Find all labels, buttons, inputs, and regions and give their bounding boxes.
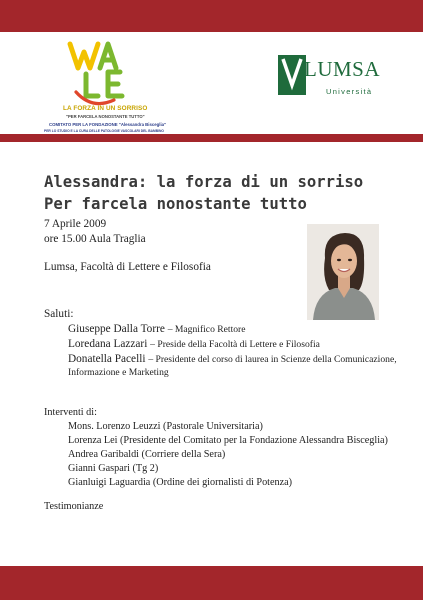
wale-logo xyxy=(44,38,174,136)
interventi-item: Gianni Gaspari (Tg 2) xyxy=(68,463,159,474)
saluti-name: Giuseppe Dalla Torre xyxy=(68,323,165,335)
saluti-role: – Magnifico Rettore xyxy=(167,324,246,335)
interventi-label: Interventi di: xyxy=(44,407,97,418)
lumsa-logo xyxy=(278,55,381,105)
interventi-item: Lorenza Lei (Presidente del Comitato per la Fondazione Alessandra Bisceglia) xyxy=(68,435,388,446)
saluti-item xyxy=(68,322,246,337)
lumsa-subtitle: Università xyxy=(326,87,373,96)
title-line-1: Alessandra: la forza di un sorriso xyxy=(44,173,364,191)
interventi-item: Andrea Garibaldi (Corriere della Sera) xyxy=(68,449,226,460)
wale-committee: COMITATO PER LA FONDAZIONE "Alessandra Bisceglia" xyxy=(49,122,167,127)
saluti-item xyxy=(68,352,397,367)
title-line-2: Per farcela nonostante tutto xyxy=(44,195,307,213)
saluti-name: Loredana Lazzari xyxy=(68,338,148,350)
wale-subtagline: "PER FARCELA NONOSTANTE TUTTO" xyxy=(66,114,145,119)
wale-tagline: LA FORZA IN UN SORRISO xyxy=(63,105,148,112)
saluti-role: – Presidente del corso di laurea in Scienze della Comunicazione, xyxy=(148,354,397,365)
closing-note: Testimonianze xyxy=(44,501,104,512)
bottom-band xyxy=(0,566,423,600)
wale-smallprint: PER LO STUDIO E LA CURA DELLE PATOLOGIE VASCOLARI DEL BAMBINO xyxy=(44,129,164,133)
portrait-image xyxy=(307,224,379,320)
saluti-name: Donatella Pacelli xyxy=(68,353,146,365)
lumsa-wordmark: LUMSA xyxy=(304,57,381,81)
event-venue: Lumsa, Facoltà di Lettere e Filosofia xyxy=(44,261,211,273)
saluti-item xyxy=(68,337,320,352)
event-time-location: ore 15.00 Aula Traglia xyxy=(44,233,146,245)
saluti-role-continued: Informazione e Marketing xyxy=(68,367,169,378)
saluti-label: Saluti: xyxy=(44,308,74,320)
lumsa-emblem-icon xyxy=(278,55,306,95)
page-title xyxy=(44,171,363,215)
event-date: 7 Aprile 2009 xyxy=(44,218,107,230)
top-band xyxy=(0,0,423,32)
interventi-item: Mons. Lorenzo Leuzzi (Pastorale Universitaria) xyxy=(68,421,263,432)
speaker-photo xyxy=(307,224,379,320)
wale-logo-graphic xyxy=(62,38,157,108)
interventi-item: Gianluigi Laguardia (Ordine dei giornalisti di Potenza) xyxy=(68,477,293,488)
divider-band xyxy=(0,134,423,142)
saluti-role: – Preside della Facoltà di Lettere e Filosofia xyxy=(150,339,320,350)
